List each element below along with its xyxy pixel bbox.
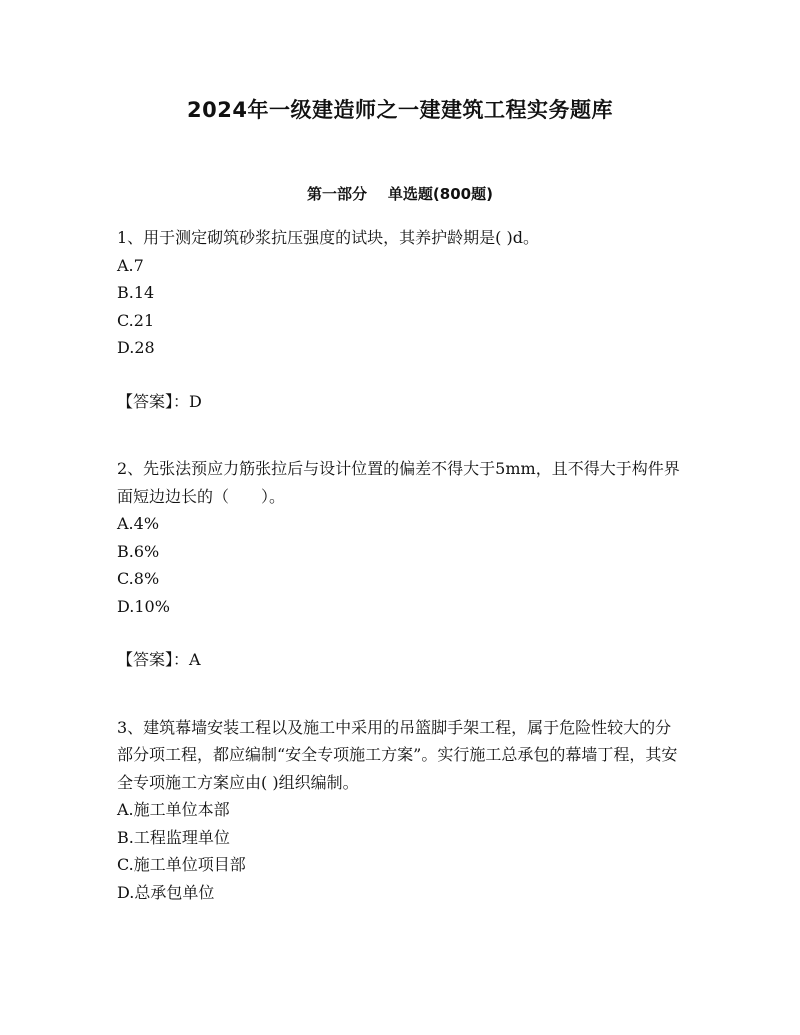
- question-spacer: [117, 674, 687, 714]
- question-stem: 3、建筑幕墙安装工程以及施工中采用的吊篮脚手架工程，属于危险性较大的分部分项工程，都应编制“安全专项施工方案”。实行施工总承包的幕墙丁程，其安全专项施工方案应由( )组织编制。: [117, 717, 678, 792]
- section-title: 第一部分 单选题(800题): [307, 185, 493, 203]
- option-d: D.总承包单位: [117, 882, 215, 902]
- option-a: A.施工单位本部: [117, 800, 230, 819]
- option-a: A.7: [117, 255, 144, 275]
- option-a: A.4%: [117, 514, 160, 533]
- document-title: 2024年一级建造师之一建建筑工程实务题库: [187, 98, 613, 122]
- option-c: C.21: [117, 310, 155, 330]
- answer-line: 【答案】：D: [117, 391, 202, 411]
- question-stem: 2、先张法预应力筋张拉后与设计位置的偏差不得大于5mm，且不得大于构件界面短边边长的（ ）。: [117, 459, 680, 506]
- question-spacer: [117, 415, 687, 455]
- question-list: [117, 224, 687, 906]
- question-1: [117, 224, 687, 415]
- answer-line: 【答案】：A: [117, 650, 201, 669]
- option-b: B.工程监理单位: [117, 827, 230, 847]
- option-c: C.施工单位项目部: [117, 855, 246, 874]
- option-b: B.14: [117, 283, 155, 302]
- question-stem: 1、用于测定砌筑砂浆抗压强度的试块，其养护龄期是( )d。: [117, 228, 539, 247]
- option-c: C.8%: [117, 569, 160, 588]
- option-d: D.28: [117, 338, 155, 357]
- option-b: B.6%: [117, 541, 160, 561]
- question-3: [117, 714, 687, 907]
- option-d: D.10%: [117, 596, 170, 616]
- question-2: [117, 455, 687, 674]
